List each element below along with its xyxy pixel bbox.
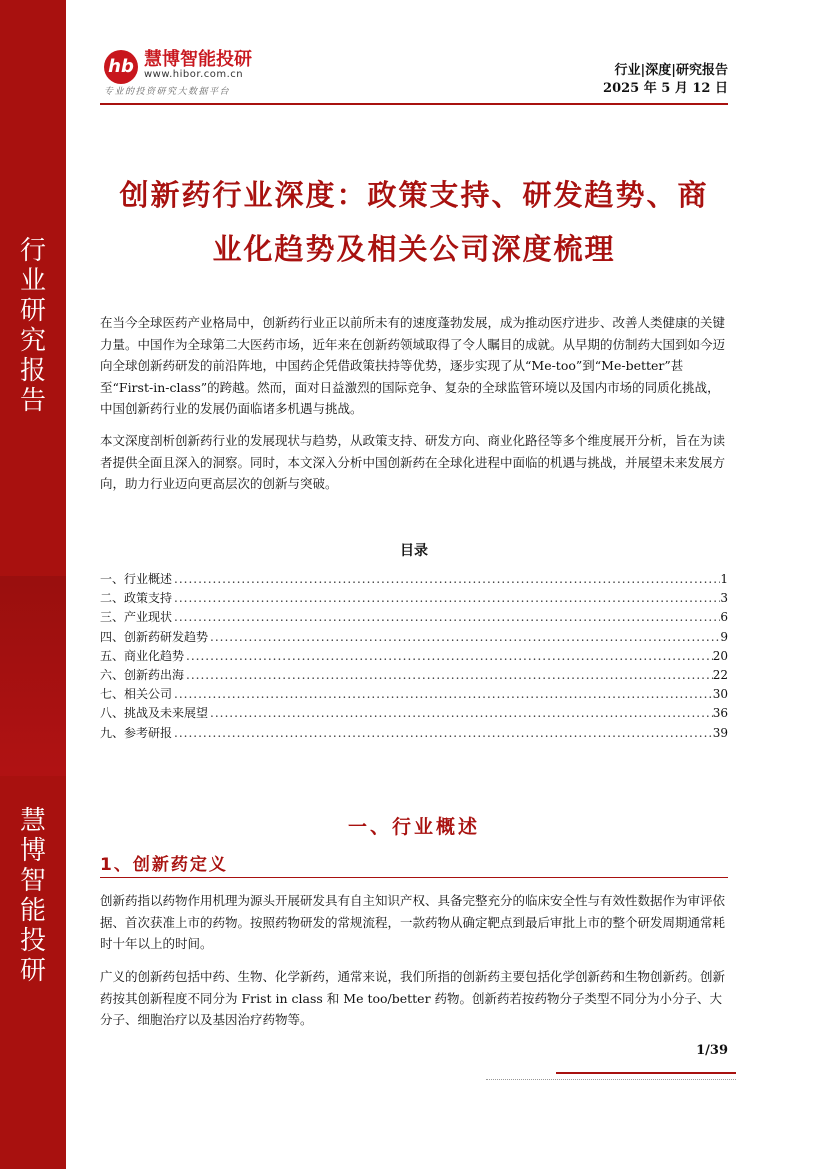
logo-mark-icon: hb bbox=[104, 50, 138, 84]
footer-divider bbox=[486, 1079, 736, 1080]
intro-paragraph-2: 本文深度剖析创新药行业的发展现状与趋势，从政策支持、研发方向、商业化路径等多个维度展开分析，旨在为读者提供全面且深入的洞察。同时，本文深入分析中国创新药在全球化进程中面临的机遇与挑战，并展望未来发展方向，助力行业迈向更高层次的创新与突破。 bbox=[100, 433, 726, 491]
sidebar-label-brand bbox=[0, 806, 66, 986]
title-line-1: 创新药行业深度：政策支持、研发趋势、商 bbox=[119, 178, 709, 212]
toc-item-page: 39 bbox=[712, 725, 728, 740]
toc-item-label: 七、相关公司 bbox=[100, 687, 173, 702]
sidebar bbox=[0, 0, 66, 1169]
toc-leader bbox=[172, 589, 720, 608]
section-paragraph-2: 广义的创新药包括中药、生物、化学新药，通常来说，我们所指的创新药主要包括化学创新药和生物创新药。创新药按其创新程度不同分为 Frist in class 和 Me too/better 药物。创新药若按药物分子类型不同分为小分子、大分子、细胞治疗以及基因治疗药物等。 bbox=[100, 969, 726, 1027]
toc-item-page: 3 bbox=[720, 591, 728, 606]
toc-item-label: 一、行业概述 bbox=[100, 572, 173, 586]
logo-name: 慧博智能投研 bbox=[144, 49, 252, 70]
toc-item[interactable] bbox=[100, 647, 728, 666]
toc-item-page: 30 bbox=[712, 687, 728, 702]
toc-leader bbox=[172, 724, 713, 743]
toc-item[interactable] bbox=[100, 666, 728, 685]
report-header bbox=[603, 62, 728, 98]
table-of-contents bbox=[100, 570, 728, 743]
sidebar-char: 慧 bbox=[19, 806, 46, 836]
sidebar-char: 行 bbox=[19, 236, 46, 266]
toc-item[interactable] bbox=[100, 704, 728, 723]
toc-item-page: 20 bbox=[712, 648, 728, 663]
sidebar-char: 智 bbox=[19, 866, 46, 896]
toc-leader bbox=[172, 608, 720, 627]
toc-item-label: 五、商业化趋势 bbox=[100, 648, 185, 663]
logo-slogan: 专业的投资研究大数据平台 bbox=[104, 87, 231, 97]
intro-paragraph-1: 在当今全球医药产业格局中，创新药行业正以前所未有的速度蓬勃发展，成为推动医疗进步、改善人类健康的关键力量。中国作为全球第二大医药市场，近年来在创新药领域取得了令人瞩目的成就。从早期的仿制药大国到如今迈向全球创新药研发的前沿阵地，中国药企凭借政策扶持等优势，逐步实现了从“Me-too”到“Me-better”甚至“First-in-class”的跨越。然而，面对日益激烈的国际竞争、复杂的全球监管环境以及国内市场的同质化挑战，中国创新药行业的发展仍面临诸多机遇与挑战。 bbox=[100, 315, 726, 416]
document-title bbox=[100, 168, 728, 276]
toc-item-label: 四、创新药研发趋势 bbox=[100, 629, 209, 644]
toc-item-label: 三、产业现状 bbox=[100, 610, 173, 625]
page-number: 1/39 bbox=[696, 1043, 728, 1058]
toc-leader bbox=[184, 647, 713, 666]
subsection-divider bbox=[100, 877, 728, 878]
sidebar-char: 业 bbox=[19, 266, 46, 296]
toc-item[interactable] bbox=[100, 685, 728, 704]
toc-item[interactable] bbox=[100, 589, 728, 608]
toc-item-label: 二、政策支持 bbox=[100, 591, 173, 606]
section-heading: 一、行业概述 bbox=[347, 816, 480, 838]
sidebar-char: 究 bbox=[19, 326, 46, 356]
footer-accent-rule bbox=[556, 1072, 736, 1074]
sidebar-char: 博 bbox=[19, 836, 46, 866]
toc-item-page: 36 bbox=[712, 706, 728, 721]
subsection-heading: 1、创新药定义 bbox=[100, 855, 228, 875]
toc-leader bbox=[208, 704, 713, 723]
toc-title: 目录 bbox=[400, 543, 428, 559]
report-date: 2025 年 5 月 12 日 bbox=[603, 81, 728, 96]
toc-leader bbox=[184, 666, 713, 685]
sidebar-char: 能 bbox=[19, 896, 46, 926]
logo-url: www.hibor.com.cn bbox=[144, 69, 244, 80]
toc-item-page: 1 bbox=[720, 572, 728, 586]
toc-leader bbox=[172, 570, 720, 589]
toc-item-page: 6 bbox=[720, 610, 728, 625]
report-type: 行业|深度|研究报告 bbox=[614, 63, 728, 78]
sidebar-char: 研 bbox=[19, 296, 46, 326]
toc-item-page: 22 bbox=[712, 667, 728, 682]
header-divider bbox=[100, 103, 728, 105]
toc-item[interactable] bbox=[100, 724, 728, 743]
toc-leader bbox=[172, 685, 713, 704]
toc-item[interactable] bbox=[100, 608, 728, 627]
sidebar-char: 投 bbox=[19, 926, 46, 956]
toc-item-page: 9 bbox=[720, 629, 728, 644]
toc-item-label: 八、挑战及未来展望 bbox=[100, 706, 209, 721]
toc-item[interactable] bbox=[100, 628, 728, 647]
section-paragraph-1: 创新药指以药物作用机理为源头开展研发具有自主知识产权、具备完整充分的临床安全性与有效性数据作为审评依据、首次获准上市的药物。按照药物研发的常规流程，一款药物从确定靶点到最后审批上市的整个研发周期通常耗时十年以上的时间。 bbox=[100, 893, 726, 951]
toc-item-label: 九、参考研报 bbox=[100, 725, 173, 740]
sidebar-char: 研 bbox=[19, 956, 46, 986]
toc-item-label: 六、创新药出海 bbox=[100, 667, 185, 682]
brand-logo bbox=[104, 50, 274, 100]
title-line-2: 业化趋势及相关公司深度梳理 bbox=[212, 232, 616, 266]
sidebar-char: 报 bbox=[19, 356, 46, 386]
sidebar-label-research-report bbox=[0, 236, 66, 416]
toc-leader bbox=[208, 628, 720, 647]
toc-item[interactable] bbox=[100, 570, 728, 589]
sidebar-band bbox=[0, 576, 66, 776]
sidebar-char: 告 bbox=[19, 386, 46, 416]
